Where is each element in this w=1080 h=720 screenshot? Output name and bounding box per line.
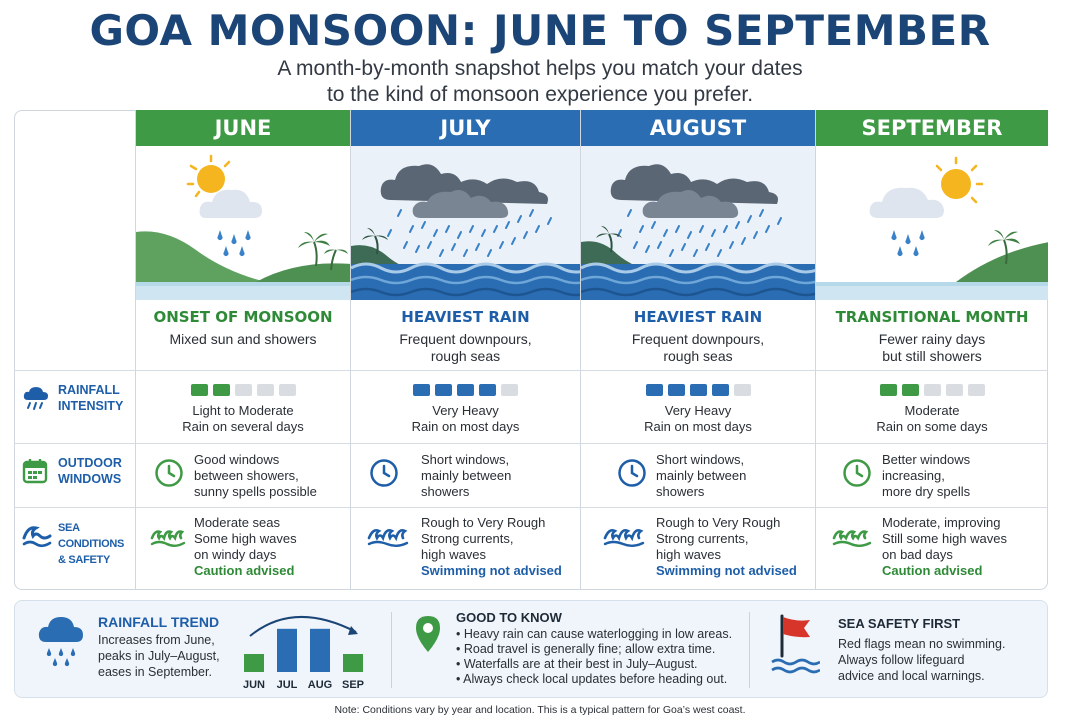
outdoor-line: Short windows, xyxy=(656,452,745,467)
intensity-segment xyxy=(435,384,452,396)
intensity-segment xyxy=(213,384,230,396)
list-item: • Always check local updates before heading out. xyxy=(456,672,728,686)
outdoor-line: sunny spells possible xyxy=(194,484,317,499)
rain-cloud-icon xyxy=(36,612,86,670)
trend-bar-aug xyxy=(310,629,330,672)
sea-line: Rough to Very Rough xyxy=(656,515,781,530)
outdoor-line: mainly between xyxy=(421,468,512,483)
safety-title: SEA SAFETY FIRST xyxy=(838,616,961,631)
sea-line: high waves xyxy=(656,547,722,562)
month-description xyxy=(351,331,580,365)
clock-icon xyxy=(369,458,399,488)
sea-text xyxy=(656,515,797,579)
list-item: • Waterfalls are at their best in July–August. xyxy=(456,657,698,671)
month-header: AUGUST xyxy=(581,110,815,146)
sea-line: high waves xyxy=(421,547,487,562)
outdoor-text xyxy=(882,452,970,500)
trend-label-aug: AUG xyxy=(307,679,333,691)
intensity-line: Moderate xyxy=(904,403,960,418)
month-header: SEPTEMBER xyxy=(816,110,1048,146)
clock-icon xyxy=(617,458,647,488)
calendar-icon xyxy=(22,457,48,485)
sea-text xyxy=(194,515,297,579)
month-column-july xyxy=(350,110,580,590)
intensity-line: Rain on some days xyxy=(876,419,988,434)
intensity-line: Light to Moderate xyxy=(192,403,294,418)
intensity-segment xyxy=(924,384,941,396)
list-item: • Road travel is generally fine; allow extra time. xyxy=(456,642,716,656)
outdoor-text xyxy=(194,452,317,500)
trend-label-jul: JUL xyxy=(276,679,298,691)
sea-caution: Caution advised xyxy=(882,563,983,578)
trend-line: eases in September. xyxy=(98,665,212,679)
clearing-showers-scene xyxy=(816,146,1048,300)
intensity-segment xyxy=(668,384,685,396)
trend-line: peaks in July–August, xyxy=(98,649,220,663)
sea-line: Moderate, improving xyxy=(882,515,1001,530)
sea-caution: Swimming not advised xyxy=(421,563,562,578)
intensity-segment xyxy=(734,384,751,396)
month-header: JULY xyxy=(351,110,580,146)
sea-line: on bad days xyxy=(882,547,953,562)
intensity-segment xyxy=(690,384,707,396)
intensity-bar xyxy=(351,384,580,396)
row-label-line: INTENSITY xyxy=(58,399,124,413)
trend-bar-jul xyxy=(277,629,297,672)
intensity-segment xyxy=(946,384,963,396)
month-headline: ONSET OF MONSOON xyxy=(153,308,333,326)
row-label-line: RAINFALL xyxy=(58,383,120,397)
intensity-segment xyxy=(279,384,296,396)
safety-text xyxy=(838,636,1005,684)
description-line: rough seas xyxy=(663,348,733,364)
intensity-bar xyxy=(136,384,350,396)
month-headline: HEAVIEST RAIN xyxy=(633,308,763,326)
intensity-segment xyxy=(902,384,919,396)
row-label-line: & SAFETY xyxy=(58,554,110,566)
intensity-line: Rain on most days xyxy=(411,419,520,434)
list-item: • Heavy rain can cause waterlogging in low areas. xyxy=(456,627,733,641)
panel-divider xyxy=(391,612,392,688)
intensity-segment xyxy=(501,384,518,396)
outdoor-line: between showers, xyxy=(194,468,299,483)
sea-caution: Swimming not advised xyxy=(656,563,797,578)
intensity-text xyxy=(136,403,350,435)
subtitle-line-2: to the kind of monsoon experience you prefer. xyxy=(326,83,754,106)
intensity-text xyxy=(581,403,815,435)
intensity-segment xyxy=(413,384,430,396)
rain-cloud-icon xyxy=(22,384,50,414)
intensity-segment xyxy=(880,384,897,396)
good-to-know-title: GOOD TO KNOW xyxy=(456,610,562,625)
intensity-segment xyxy=(191,384,208,396)
trend-label-jun: JUN xyxy=(242,679,266,691)
outdoor-text xyxy=(656,452,746,500)
wave-icon xyxy=(832,524,872,550)
wave-icon xyxy=(367,524,409,550)
rainfall-trend-chart xyxy=(234,606,374,694)
outdoor-line: increasing, xyxy=(882,468,945,483)
clock-icon xyxy=(842,458,872,488)
sea-line: Strong currents, xyxy=(656,531,749,546)
sea-line: on windy days xyxy=(194,547,277,562)
month-header: JUNE xyxy=(136,110,350,146)
footnote: Note: Conditions vary by year and location. This is a typical pattern for Goa’s west coast. xyxy=(334,704,746,716)
month-description xyxy=(581,331,815,365)
description-line: Fewer rainy days xyxy=(878,331,986,347)
sea-line: Still some high waves xyxy=(882,531,1007,546)
intensity-line: Rain on several days xyxy=(182,419,304,434)
outdoor-line: more dry spells xyxy=(882,484,971,499)
outdoor-line: showers xyxy=(656,484,705,499)
month-columns xyxy=(135,110,1048,590)
row-label-line: OUTDOOR xyxy=(58,456,122,470)
sea-line: Rough to Very Rough xyxy=(421,515,546,530)
wave-icon xyxy=(603,524,645,550)
description-line: but still showers xyxy=(882,348,982,364)
sea-line: Moderate seas xyxy=(194,515,280,530)
intensity-line: Very Heavy xyxy=(664,403,732,418)
trend-label-sep: SEP xyxy=(341,679,365,691)
intensity-line: Rain on most days xyxy=(644,419,752,434)
trend-title: RAINFALL TREND xyxy=(98,614,220,630)
month-column-september xyxy=(815,110,1048,590)
intensity-segment xyxy=(968,384,985,396)
safety-line: Always follow lifeguard xyxy=(838,653,965,667)
month-description xyxy=(816,331,1048,365)
red-flag-icon xyxy=(770,612,820,678)
outdoor-line: showers xyxy=(421,484,470,499)
intensity-segment xyxy=(479,384,496,396)
description-line: Frequent downpours, xyxy=(631,331,765,347)
good-to-know-list xyxy=(456,627,732,687)
trend-text xyxy=(98,632,220,680)
outdoor-line: Short windows, xyxy=(421,452,510,467)
sea-line: Strong currents, xyxy=(421,531,514,546)
intensity-segment xyxy=(646,384,663,396)
page-title: GOA MONSOON: JUNE TO SEPTEMBER xyxy=(89,6,991,55)
subtitle-line-1: A month-by-month snapshot helps you match your dates xyxy=(277,57,803,80)
page-subtitle xyxy=(0,56,1080,108)
intensity-text xyxy=(351,403,580,435)
month-column-june xyxy=(135,110,350,590)
intensity-bar xyxy=(581,384,815,396)
outdoor-line: Good windows xyxy=(194,452,280,467)
month-description xyxy=(136,331,350,348)
sea-text xyxy=(421,515,562,579)
description-line: rough seas xyxy=(430,348,501,364)
location-pin-icon xyxy=(414,614,442,654)
description-line: Mixed sun and showers xyxy=(169,331,317,347)
trend-bar-sep xyxy=(343,654,363,672)
intensity-segment xyxy=(257,384,274,396)
trend-bar-jun xyxy=(244,654,264,672)
outdoor-line: Better windows xyxy=(882,452,971,467)
sea-caution: Caution advised xyxy=(194,563,295,578)
intensity-segment xyxy=(712,384,729,396)
intensity-text xyxy=(816,403,1048,435)
safety-line: Red flags mean no swimming. xyxy=(838,637,1006,651)
intensity-line: Very Heavy xyxy=(432,403,499,418)
sea-line: Some high waves xyxy=(194,531,297,546)
month-column-august xyxy=(580,110,815,590)
month-headline: TRANSITIONAL MONTH xyxy=(835,308,1029,326)
outdoor-line: mainly between xyxy=(656,468,747,483)
description-line: Frequent downpours, xyxy=(399,331,532,347)
intensity-segment xyxy=(235,384,252,396)
row-label-line: SEA CONDITIONS xyxy=(58,522,125,550)
wave-icon xyxy=(150,524,186,550)
intensity-segment xyxy=(457,384,474,396)
safety-line: advice and local warnings. xyxy=(838,669,985,683)
clock-icon xyxy=(154,458,184,488)
trend-line: Increases from June, xyxy=(98,633,215,647)
panel-divider xyxy=(749,612,750,688)
month-headline: HEAVIEST RAIN xyxy=(401,308,530,326)
intensity-bar xyxy=(816,384,1048,396)
wave-icon xyxy=(22,522,52,548)
sunny-showers-scene xyxy=(136,146,350,300)
outdoor-text xyxy=(421,452,511,500)
row-label-line: WINDOWS xyxy=(58,472,122,486)
sea-text xyxy=(882,515,1007,579)
heavy-rain-scene xyxy=(351,146,580,300)
heavy-rain-scene xyxy=(581,146,815,300)
